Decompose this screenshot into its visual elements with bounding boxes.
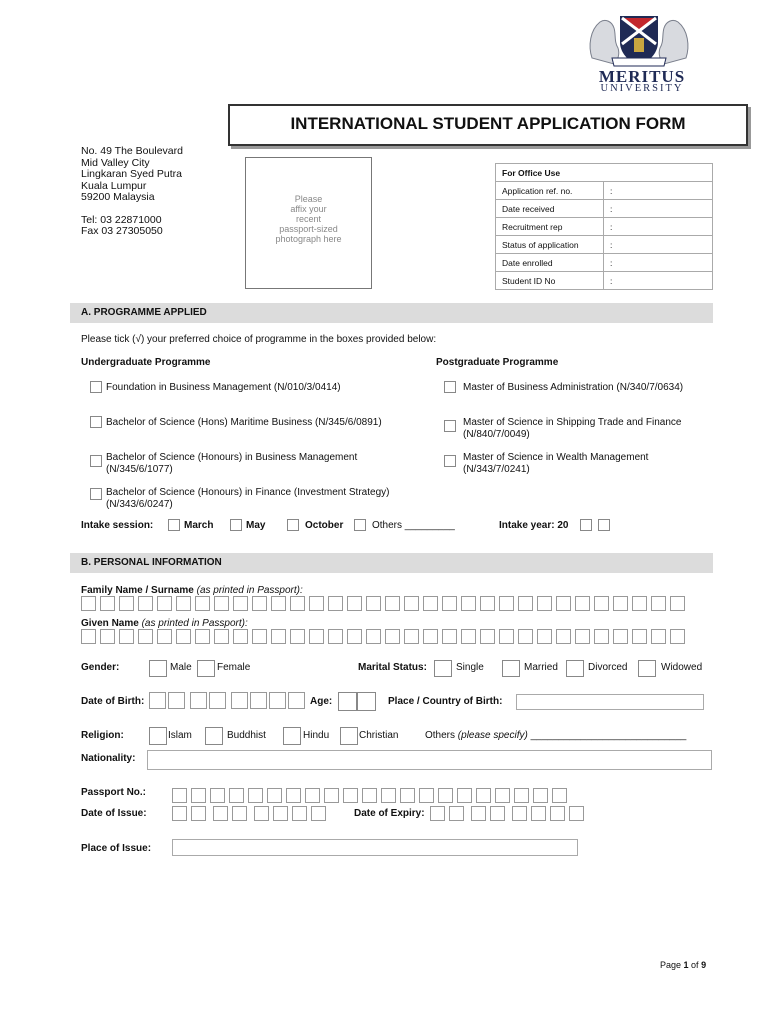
character-box[interactable] [385, 629, 400, 644]
character-box[interactable] [172, 806, 187, 821]
character-box[interactable] [138, 596, 153, 611]
ug-programme-checkbox[interactable] [90, 381, 102, 393]
religion-buddhist-checkbox[interactable] [205, 727, 223, 745]
character-box[interactable] [366, 596, 381, 611]
place-of-birth-label: Place / Country of Birth: [388, 696, 503, 707]
character-box[interactable] [250, 692, 267, 709]
character-box[interactable] [552, 788, 567, 803]
character-box[interactable] [613, 629, 628, 644]
pg-programme-line: Master of Science in Shipping Trade and Finance [463, 417, 682, 428]
given-name-label [81, 618, 248, 629]
photo-instruction: Please [294, 194, 323, 204]
character-box[interactable] [290, 629, 305, 644]
ug-programme-checkbox[interactable] [90, 416, 102, 428]
ug-programme-label [106, 452, 357, 476]
office-row-value[interactable]: : [604, 254, 713, 272]
character-box[interactable] [233, 596, 248, 611]
character-box[interactable] [190, 692, 207, 709]
family-name-note: (as printed in Passport): [196, 585, 303, 596]
character-box[interactable] [149, 692, 166, 709]
character-box[interactable] [423, 596, 438, 611]
character-box[interactable] [400, 788, 415, 803]
character-box[interactable] [214, 629, 229, 644]
religion-label: Religion: [81, 730, 124, 741]
character-box[interactable] [670, 629, 685, 644]
date-of-birth-label: Date of Birth: [81, 696, 145, 707]
date-of-expiry-label: Date of Expiry: [354, 808, 425, 819]
marital-married-label: Married [524, 662, 558, 673]
pg-programme-code: (N/343/7/0241) [463, 464, 530, 475]
marital-widowed-label: Widowed [661, 662, 703, 673]
character-box[interactable] [138, 629, 153, 644]
character-box[interactable] [556, 596, 571, 611]
character-box[interactable] [309, 629, 324, 644]
character-box[interactable] [195, 596, 210, 611]
gender-female-label: Female [217, 662, 251, 673]
ug-programme-code: (N/343/6/0247) [106, 499, 173, 510]
character-box[interactable] [670, 596, 685, 611]
office-row-value[interactable]: : [604, 218, 713, 236]
intake-october-checkbox[interactable] [287, 519, 299, 531]
office-use-header: For Office Use [496, 164, 713, 182]
character-box[interactable] [613, 596, 628, 611]
character-box[interactable] [442, 629, 457, 644]
address-line: Mid Valley City [81, 156, 150, 169]
logo-subname: UNIVERSITY [600, 83, 684, 94]
office-row [496, 272, 713, 290]
photo-instruction: affix your [290, 204, 327, 214]
ug-programme-label: Foundation in Business Management (N/010/3/0414) [106, 382, 341, 393]
pg-programme-label [463, 417, 681, 441]
character-box[interactable] [449, 806, 464, 821]
character-box[interactable] [385, 596, 400, 611]
intake-others-label: Others _________ [372, 520, 455, 531]
character-box[interactable] [168, 692, 185, 709]
character-box[interactable] [233, 629, 248, 644]
character-box[interactable] [550, 806, 565, 821]
pg-programme-label: Master of Business Administration (N/340/7/0634) [463, 382, 684, 393]
character-box[interactable] [537, 629, 552, 644]
photo-instruction: passport-sized [279, 224, 338, 234]
marital-single-label: Single [456, 662, 484, 673]
character-box[interactable] [404, 596, 419, 611]
intake-may-checkbox[interactable] [230, 519, 242, 531]
age-digit[interactable] [357, 692, 376, 711]
ug-programme-line: Bachelor of Science (Honours) in Business Management [106, 452, 358, 463]
character-box[interactable] [476, 788, 491, 803]
character-box[interactable] [499, 629, 514, 644]
intake-march-label: March [184, 520, 214, 531]
character-box[interactable] [229, 788, 244, 803]
family-name-label [81, 585, 303, 596]
intake-march-checkbox[interactable] [168, 519, 180, 531]
pg-programme-checkbox[interactable] [444, 455, 456, 467]
character-box[interactable] [514, 788, 529, 803]
character-box[interactable] [290, 596, 305, 611]
marital-single-checkbox[interactable] [434, 660, 452, 677]
religion-christian-checkbox[interactable] [340, 727, 358, 745]
character-box[interactable] [157, 629, 172, 644]
ug-programme-label [106, 487, 389, 511]
character-box[interactable] [632, 596, 647, 611]
page-prefix: Page [660, 960, 684, 970]
programme-instruction: Please tick (√) your preferred choice of programme in the boxes provided below: [81, 334, 437, 345]
character-box[interactable] [328, 629, 343, 644]
character-box[interactable] [311, 806, 326, 821]
character-box[interactable] [191, 788, 206, 803]
age-digit[interactable] [338, 692, 357, 711]
character-box[interactable] [366, 629, 381, 644]
character-box[interactable] [213, 806, 228, 821]
character-box[interactable] [347, 596, 362, 611]
character-box[interactable] [512, 806, 527, 821]
character-box[interactable] [404, 629, 419, 644]
gender-male-checkbox[interactable] [149, 660, 167, 677]
ug-programme-checkbox[interactable] [90, 488, 102, 500]
office-row-label: Student ID No [496, 272, 604, 290]
place-of-issue-label: Place of Issue: [81, 843, 152, 854]
office-row [496, 236, 713, 254]
religion-hindu-checkbox[interactable] [283, 727, 301, 745]
ug-programme-line: Bachelor of Science (Honours) in Finance (Investment Strategy) [106, 487, 390, 498]
character-box[interactable] [362, 788, 377, 803]
character-box[interactable] [651, 596, 666, 611]
family-name-title: Family Name / Surname [81, 585, 194, 596]
religion-islam-label: Islam [168, 730, 192, 741]
page-number [660, 960, 706, 970]
religion-christian-label: Christian [359, 730, 399, 741]
character-box[interactable] [81, 596, 96, 611]
religion-others-label: Others [425, 730, 456, 741]
place-of-issue-field[interactable] [172, 839, 578, 856]
office-row [496, 254, 713, 272]
intake-others-checkbox[interactable] [354, 519, 366, 531]
office-row-value[interactable]: : [604, 182, 713, 200]
address-line: 59200 Malaysia [81, 191, 155, 203]
section-a-header: A. PROGRAMME APPLIED [70, 303, 713, 323]
pg-programme-checkbox[interactable] [444, 381, 456, 393]
form-title: INTERNATIONAL STUDENT APPLICATION FORM [228, 104, 748, 146]
character-box[interactable] [569, 806, 584, 821]
character-box[interactable] [471, 806, 486, 821]
office-use-table [495, 163, 713, 290]
undergraduate-heading: Undergraduate Programme [81, 357, 211, 368]
address-line: No. 49 The Boulevard [81, 145, 183, 157]
fax: Fax 03 27305050 [81, 225, 163, 237]
character-box[interactable] [231, 692, 248, 709]
intake-session-label: Intake session: [81, 520, 154, 531]
pg-programme-label [463, 452, 648, 476]
character-box[interactable] [651, 629, 666, 644]
character-box[interactable] [480, 629, 495, 644]
intake-october-label: October [305, 520, 344, 531]
photo-instruction: photograph here [275, 234, 342, 244]
character-box[interactable] [632, 629, 647, 644]
character-box[interactable] [499, 596, 514, 611]
section-b-header: B. PERSONAL INFORMATION [70, 553, 713, 573]
logo-name: MERITUS [598, 67, 686, 86]
character-box[interactable] [292, 806, 307, 821]
character-box[interactable] [442, 596, 457, 611]
pg-programme-checkbox[interactable] [444, 420, 456, 432]
character-box[interactable] [457, 788, 472, 803]
passport-number-label: Passport No.: [81, 787, 147, 798]
intake-year-digit[interactable] [580, 519, 592, 531]
character-box[interactable] [324, 788, 339, 803]
character-box[interactable] [490, 806, 505, 821]
character-box[interactable] [381, 788, 396, 803]
office-row [496, 218, 713, 236]
photo-box[interactable] [245, 157, 372, 289]
telephone: Tel: 03 22871000 [81, 213, 162, 226]
character-box[interactable] [347, 629, 362, 644]
character-box[interactable] [100, 629, 115, 644]
character-box[interactable] [594, 596, 609, 611]
character-box[interactable] [119, 596, 134, 611]
character-box[interactable] [537, 596, 552, 611]
character-box[interactable] [305, 788, 320, 803]
given-name-note: (as printed in Passport): [141, 618, 248, 629]
total-pages: 9 [701, 960, 707, 970]
character-box[interactable] [328, 596, 343, 611]
character-box[interactable] [286, 788, 301, 803]
character-box[interactable] [575, 596, 590, 611]
marital-status-label: Marital Status: [358, 662, 427, 673]
character-box[interactable] [191, 806, 206, 821]
character-box[interactable] [518, 629, 533, 644]
office-row-label: Recruitment rep [496, 218, 604, 236]
age-label: Age: [310, 696, 333, 707]
intake-year-digit[interactable] [598, 519, 610, 531]
character-box[interactable] [438, 788, 453, 803]
character-box[interactable] [461, 629, 476, 644]
place-of-birth-field[interactable] [516, 694, 704, 710]
character-box[interactable] [119, 629, 134, 644]
marital-divorced-label: Divorced [588, 662, 628, 673]
religion-hindu-label: Hindu [303, 730, 330, 741]
character-box[interactable] [209, 692, 226, 709]
character-box[interactable] [575, 629, 590, 644]
marital-divorced-checkbox[interactable] [566, 660, 584, 677]
character-box[interactable] [518, 596, 533, 611]
office-row [496, 200, 713, 218]
address-line: Kuala Lumpur [81, 179, 147, 192]
date-of-issue-label: Date of Issue: [81, 808, 147, 819]
character-box[interactable] [232, 806, 247, 821]
given-name-title: Given Name [81, 618, 139, 629]
character-box[interactable] [423, 629, 438, 644]
character-box[interactable] [271, 629, 286, 644]
marital-married-checkbox[interactable] [502, 660, 520, 677]
character-box[interactable] [594, 629, 609, 644]
gender-label: Gender: [81, 662, 120, 673]
address-line: Lingkaran Syed Putra [81, 168, 182, 180]
office-row-label: Date received [496, 200, 604, 218]
character-box[interactable] [273, 806, 288, 821]
character-box[interactable] [461, 596, 476, 611]
character-box[interactable] [533, 788, 548, 803]
character-box[interactable] [556, 629, 571, 644]
office-row-label: Status of application [496, 236, 604, 254]
religion-others-note: (please specify) [457, 730, 528, 741]
page-of: of [688, 960, 702, 970]
character-box[interactable] [343, 788, 358, 803]
intake-may-label: May [246, 520, 266, 531]
character-box[interactable] [81, 629, 96, 644]
pg-programme-line: Master of Science in Wealth Management [463, 452, 649, 463]
character-box[interactable] [176, 629, 191, 644]
marital-widowed-checkbox[interactable] [638, 660, 656, 677]
character-box[interactable] [100, 596, 115, 611]
pg-programme-code: (N/840/7/0049) [463, 429, 530, 440]
character-box[interactable] [214, 596, 229, 611]
office-row-value[interactable]: : [604, 236, 713, 254]
character-box[interactable] [531, 806, 546, 821]
nationality-label: Nationality: [81, 753, 136, 764]
office-row [496, 182, 713, 200]
current-page: 1 [683, 960, 689, 970]
character-box[interactable] [495, 788, 510, 803]
office-row-label: Date enrolled [496, 254, 604, 272]
ug-programme-checkbox[interactable] [90, 455, 102, 467]
intake-year-label: Intake year: 20 [499, 520, 569, 531]
ug-programme-code: (N/345/6/1077) [106, 464, 173, 475]
office-row-label: Application ref. no. [496, 182, 604, 200]
character-box[interactable] [176, 596, 191, 611]
religion-islam-checkbox[interactable] [149, 727, 167, 745]
character-box[interactable] [480, 596, 495, 611]
office-row-value[interactable]: : [604, 200, 713, 218]
character-box[interactable] [269, 692, 286, 709]
nationality-field[interactable] [147, 750, 712, 770]
character-box[interactable] [195, 629, 210, 644]
gender-female-checkbox[interactable] [197, 660, 215, 677]
character-box[interactable] [210, 788, 225, 803]
character-box[interactable] [252, 596, 267, 611]
university-logo [584, 8, 694, 96]
photo-instruction: recent [295, 214, 321, 224]
character-box[interactable] [430, 806, 445, 821]
office-row-value[interactable]: : [604, 272, 713, 290]
religion-buddhist-label: Buddhist [227, 730, 266, 741]
character-box[interactable] [248, 788, 263, 803]
religion-others-line[interactable]: ____________________________ [530, 730, 687, 741]
gender-male-label: Male [170, 662, 192, 673]
character-box[interactable] [267, 788, 282, 803]
character-box[interactable] [172, 788, 187, 803]
character-box[interactable] [157, 596, 172, 611]
university-address [81, 146, 231, 238]
character-box[interactable] [254, 806, 269, 821]
character-box[interactable] [252, 629, 267, 644]
character-box[interactable] [288, 692, 305, 709]
character-box[interactable] [309, 596, 324, 611]
religion-others[interactable] [425, 730, 686, 741]
character-box[interactable] [419, 788, 434, 803]
postgraduate-heading: Postgraduate Programme [436, 357, 559, 368]
ug-programme-label: Bachelor of Science (Hons) Maritime Business (N/345/6/0891) [106, 417, 382, 428]
character-box[interactable] [271, 596, 286, 611]
